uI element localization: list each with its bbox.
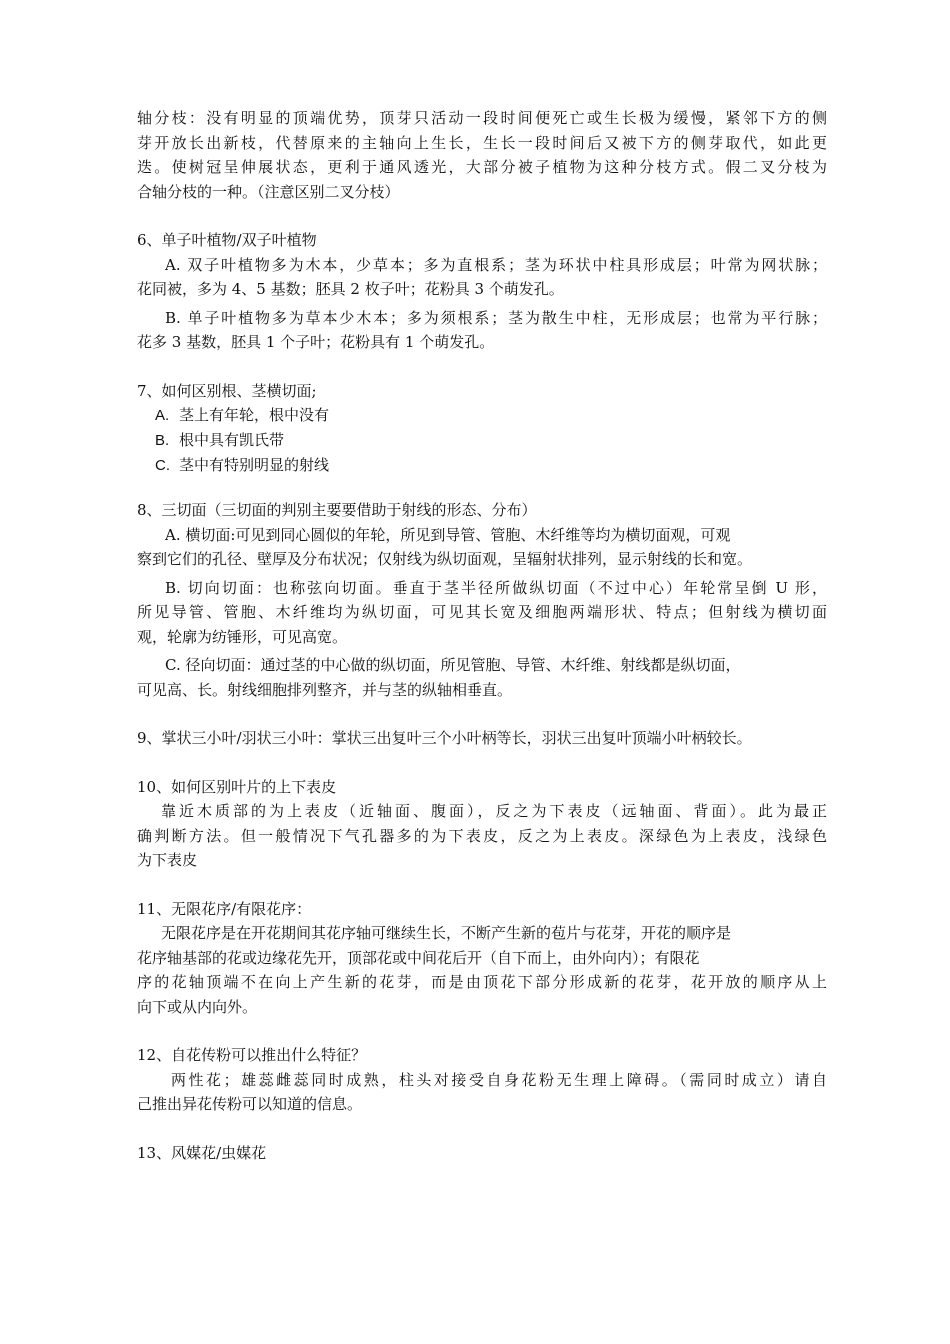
section-8-c-line: C. 径向切面：通过茎的中心做的纵切面，所见管胞、导管、木纤维、射线都是纵切面， — [165, 656, 741, 674]
section-12-title: 12、自花传粉可以推出什么特征？ — [137, 1046, 367, 1064]
section-12 — [137, 1043, 827, 1117]
section-8-b-line: B. 切向切面：也称弦向切面。垂直于茎半径所做纵切面（不过中心）年轮常呈倒 U 形， — [165, 578, 827, 597]
section-9-text: 9、掌状三小叶/羽状三小叶：掌状三出复叶三个小叶柄等长，羽状三出复叶顶端小叶柄较长。 — [137, 729, 752, 747]
section-13-title: 13、风媒花/虫媒花 — [137, 1143, 267, 1162]
section-11-line: 向下或从内向外。 — [137, 997, 258, 1016]
section-11-line: 序的花轴顶端不在向上产生新的花芽，而是由顶花下部分形成新的花芽，花开放的顺序从上 — [137, 973, 827, 991]
section-7 — [137, 379, 827, 479]
spacer — [137, 204, 827, 228]
section-8-title: 8、三切面（三切面的判别主要要借助于射线的形态、分布） — [137, 501, 537, 519]
section-6-a-line: A. 双子叶植物多为木本，少草本；多为直根系；茎为环状中柱具形成层；叶常为网状脉； — [165, 255, 827, 274]
section-11 — [137, 897, 827, 1020]
section-13 — [137, 1141, 827, 1166]
section-6-title: 6、单子叶植物/双子叶植物 — [137, 231, 317, 249]
section-10-title: 10、如何区别叶片的上下表皮 — [137, 777, 337, 796]
section-6-a-line: 花同被，多为 4、5 基数；胚具 2 枚子叶；花粉具 3 个萌发孔。 — [137, 280, 564, 298]
list-text: 茎中有特别明显的射线 — [179, 456, 330, 474]
spacer — [137, 702, 827, 726]
section-6-b-line: B. 单子叶植物多为草本少木本；多为须根系；茎为散生中柱，无形成层；也常为平行脉； — [165, 308, 827, 327]
section-11-line: 花序轴基部的花或边缘花先开，顶部花或中间花后开（自下而上，由外向内）；有限花 — [137, 948, 700, 967]
list-marker: C. — [155, 457, 170, 474]
list-text: 茎上有年轮，根中没有 — [179, 406, 330, 424]
list-text: 根中具有凯氏带 — [179, 431, 285, 449]
section-11-title: 11、无限花序/有限花序： — [137, 899, 312, 918]
intro-paragraph — [137, 106, 827, 204]
section-8 — [137, 498, 827, 702]
section-11-line: 无限花序是在开花期间其花序轴可继续生长，不断产生新的苞片与花芽，开花的顺序是 — [161, 924, 732, 942]
section-8-a-line: A. 横切面:可见到同心圆似的年轮，所见到导管、管胞、木纤维等均为横切面观，可观 — [165, 525, 731, 544]
section-7-title: 7、如何区别根、茎横切面; — [137, 381, 317, 400]
spacer — [137, 751, 827, 775]
section-6-b-line: 花多 3 基数，胚具 1 个子叶；花粉具有 1 个萌发孔。 — [137, 333, 495, 351]
intro-line: 合轴分枝的一种。（注意区别二叉分枝） — [137, 182, 400, 201]
section-9 — [137, 726, 827, 751]
intro-line: 芽开放长出新枝，代替原来的主轴向上生长，生长一段时间后又被下方的侧芽取代，如此更 — [137, 133, 827, 152]
list-marker: B. — [155, 432, 170, 449]
section-12-line: 己推出异花传粉可以知道的信息。 — [137, 1095, 363, 1113]
section-10-line: 确判断方法。但一般情况下气孔器多的为下表皮，反之为上表皮。深绿色为上表皮，浅绿色 — [137, 826, 827, 845]
section-10 — [137, 775, 827, 873]
spacer — [137, 1117, 827, 1141]
section-8-b-line: 观，轮廓为纺锤形，可见高宽。 — [137, 627, 348, 646]
section-10-line: 靠近木质部的为上表皮（近轴面、腹面），反之为下表皮（远轴面、背面）。此为最正 — [161, 802, 827, 820]
document-page — [137, 106, 827, 1165]
list-item — [137, 403, 827, 428]
section-8-a-line: 察到它们的孔径、壁厚及分布状况；仅射线为纵切面观，呈辐射状排列，显示射线的长和宽。 — [137, 550, 753, 568]
spacer — [137, 478, 827, 498]
intro-line: 轴分枝：没有明显的顶端优势，顶芽只活动一段时间便死亡或生长极为缓慢，紧邻下方的侧 — [137, 109, 827, 127]
spacer — [137, 1019, 827, 1043]
list-item — [137, 453, 827, 478]
section-12-line: 两性花；雄蕊雌蕊同时成熟，柱头对接受自身花粉无生理上障碍。（需同时成立）请自 — [171, 1070, 827, 1089]
section-8-c-line: 可见高、长。射线细胞排列整齐，并与茎的纵轴相垂直。 — [137, 680, 513, 699]
intro-line: 迭。使树冠呈伸展状态，更利于通风透光，大部分被子植物为这种分枝方式。假二叉分枝为 — [137, 158, 827, 176]
spacer — [137, 873, 827, 897]
section-6 — [137, 228, 827, 355]
section-10-line: 为下表皮 — [137, 851, 198, 869]
list-marker: A. — [155, 407, 170, 424]
list-item — [137, 428, 827, 453]
spacer — [137, 355, 827, 379]
section-8-b-line: 所见导管、管胞、木纤维均为纵切面，可见其长宽及细胞两端形状、特点；但射线为横切面 — [137, 603, 827, 621]
